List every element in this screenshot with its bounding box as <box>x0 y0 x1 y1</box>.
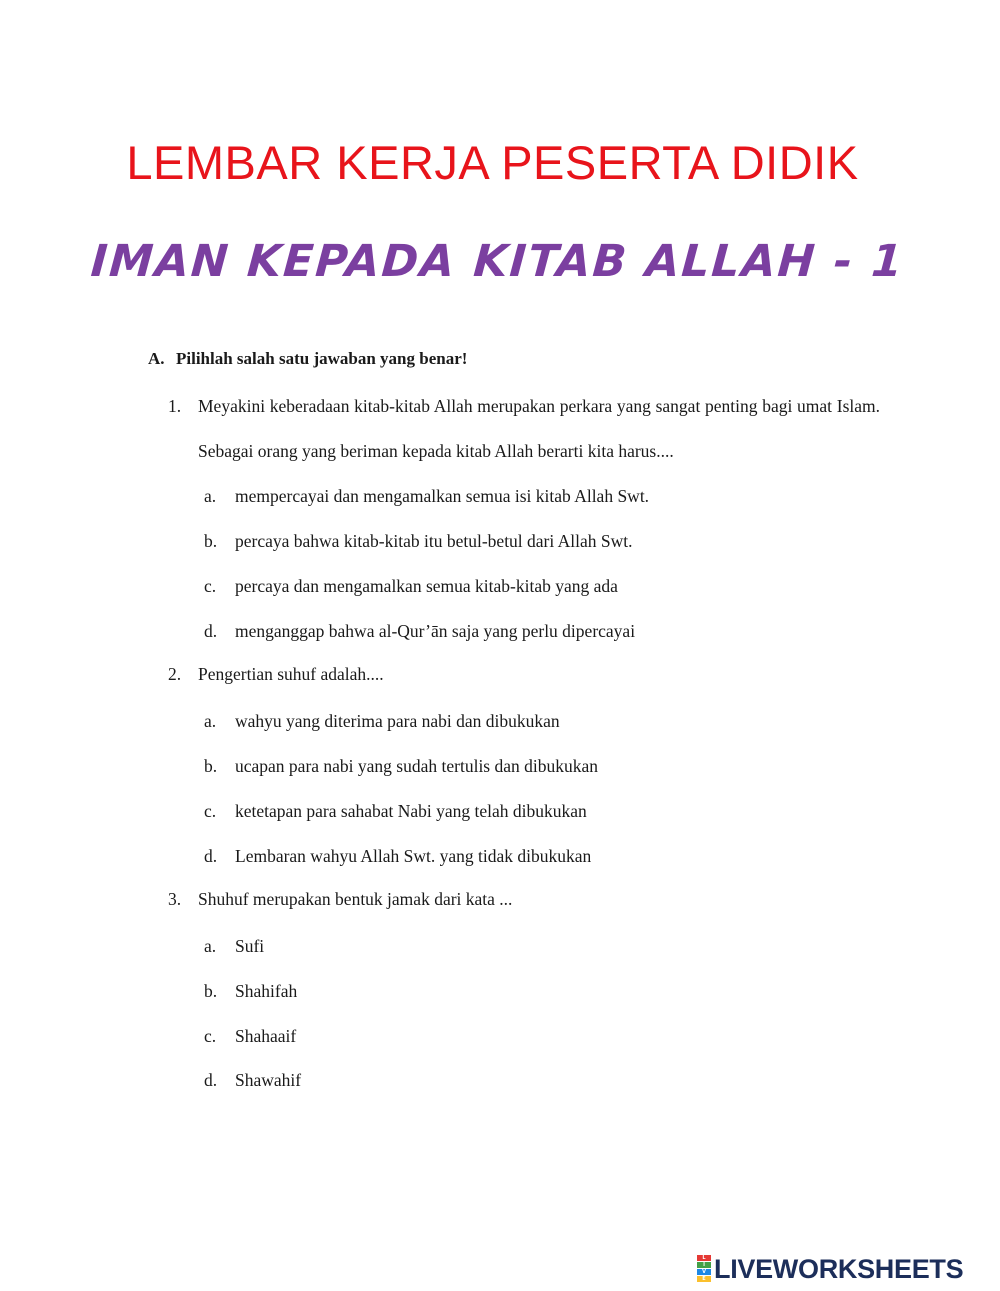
option-2a[interactable] <box>204 708 560 734</box>
option-label: d. <box>204 621 218 641</box>
badge-letter: L <box>697 1255 711 1261</box>
option-text: ketetapan para sahabat Nabi yang telah dibukukan <box>235 801 587 821</box>
option-label: c. <box>204 1026 217 1046</box>
option-2d[interactable] <box>204 843 591 869</box>
question-2 <box>168 652 880 697</box>
question-1 <box>168 384 880 474</box>
option-3c[interactable] <box>204 1023 296 1049</box>
worksheet-title: LEMBAR KERJA PESERTA DIDIK <box>126 136 859 189</box>
option-1d[interactable] <box>204 618 635 644</box>
option-text: Shawahif <box>235 1070 302 1090</box>
option-3b[interactable] <box>204 978 297 1004</box>
option-text: percaya dan mengamalkan semua kitab-kitab yang ada <box>235 576 618 596</box>
option-2b[interactable] <box>204 753 598 779</box>
option-text: Shahaaif <box>235 1026 297 1046</box>
question-number: 1. <box>168 396 182 416</box>
badge-letter: I <box>697 1262 711 1268</box>
option-label: b. <box>204 531 218 551</box>
option-text: Sufi <box>235 936 265 956</box>
question-text: Pengertian suhuf adalah.... <box>198 664 384 684</box>
option-2c[interactable] <box>204 798 587 824</box>
question-3 <box>168 877 880 922</box>
worksheet-subtitle: IMAN KEPADA KITAB ALLAH - 1 <box>89 236 906 287</box>
option-label: c. <box>204 576 217 596</box>
option-3d[interactable] <box>204 1067 301 1093</box>
section-label: A. <box>148 349 165 368</box>
option-3a[interactable] <box>204 933 264 959</box>
option-text: wahyu yang diterima para nabi dan dibukukan <box>235 711 560 731</box>
option-label: a. <box>204 711 217 731</box>
live-badge-icon <box>697 1255 711 1283</box>
option-text: Shahifah <box>235 981 298 1001</box>
option-label: a. <box>204 936 217 956</box>
question-text: Shuhuf merupakan bentuk jamak dari kata ... <box>198 889 513 909</box>
section-instruction: Pilihlah salah satu jawaban yang benar! <box>176 349 468 368</box>
option-label: d. <box>204 846 218 866</box>
section-heading <box>148 346 467 372</box>
option-1b[interactable] <box>204 528 633 554</box>
option-1a[interactable] <box>204 483 649 509</box>
question-number: 2. <box>168 664 182 684</box>
option-label: d. <box>204 1070 218 1090</box>
option-text: percaya bahwa kitab-kitab itu betul-betul dari Allah Swt. <box>235 531 633 551</box>
question-text: Meyakini keberadaan kitab-kitab Allah merupakan perkara yang sangat penting bagi umat Islam. Sebagai orang yang beriman kepada kitab Allah berarti kita harus.... <box>198 396 880 461</box>
brand-name: LIVEWORKSHEETS <box>714 1253 964 1284</box>
liveworksheets-logo[interactable] <box>697 1254 963 1284</box>
option-text: menganggap bahwa al-Qur’ān saja yang perlu dipercayai <box>235 621 636 641</box>
option-text: mempercayai dan mengamalkan semua isi kitab Allah Swt. <box>235 486 650 506</box>
question-number: 3. <box>168 889 182 909</box>
option-label: b. <box>204 756 218 776</box>
option-text: ucapan para nabi yang sudah tertulis dan dibukukan <box>235 756 599 776</box>
badge-letter: V <box>697 1269 711 1275</box>
option-label: b. <box>204 981 218 1001</box>
option-label: a. <box>204 486 217 506</box>
badge-letter: E <box>697 1276 711 1282</box>
option-1c[interactable] <box>204 573 618 599</box>
option-label: c. <box>204 801 217 821</box>
option-text: Lembaran wahyu Allah Swt. yang tidak dibukukan <box>235 846 592 866</box>
